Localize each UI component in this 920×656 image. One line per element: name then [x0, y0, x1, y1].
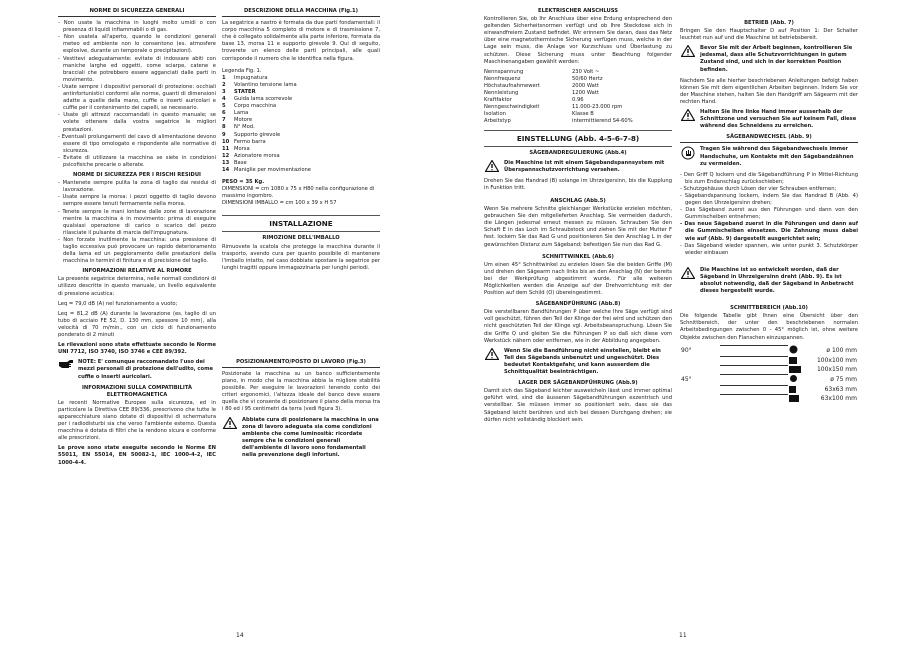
noise-l2: Leq = 81,2 dB (A) durante la lavorazione (es. taglio di un tubo di acciaio FE 52, D. 130 mm, spessore 10 mm), alla velocità di 70 m/min., con un ciclo di funzionamento ponderato di 2 minuti: [58, 310, 216, 339]
table-row: 100x100 mm: [680, 356, 858, 365]
divider: [484, 146, 672, 147]
list-item: 5 Corpo macchina: [222, 103, 277, 110]
noise-note-text: NOTE: E' comunque raccomandato l'uso dei mezzi personali di protezione dell'udito, come cuffie o inserti auricolari.: [78, 359, 213, 380]
safety-general-list: [58, 20, 216, 169]
install-title: INSTALLAZIONE: [269, 219, 333, 229]
fuehrung-title: SÄGEBANDFÜHRUNG (Abb.8): [535, 301, 621, 308]
square-shape-icon: [788, 356, 802, 365]
square-shape-icon: [788, 385, 802, 394]
list-item: - Das Sägeband wieder spannen, wie unter punkt 3. Schutzkörper wieder einbauen: [680, 243, 858, 257]
wechsel-warning: Tragen Sie während des Sägebandwechsels immer Handschuhe, um Kontakte mit den Sägebandzähnen zu vermeiden.: [680, 146, 858, 167]
electric-title: ELEKTRISCHER ANSCHLUSS: [538, 8, 618, 14]
fuehrung-warning: Wenn Sie die Bandführung nicht einstellen, bleibt ein Teil des Sägebands unbenutzt und ungeschützt. Dies bedeutet Kontaktgefahr, und kann ausserdem die Schnittqualität beeinträchtigen.: [484, 348, 672, 376]
warning-triangle-icon: [484, 348, 500, 362]
spec-row: Höchstaufnahmewert 2000 Watt: [484, 82, 599, 89]
adjust-warning: Die Maschine ist mit einem Sägebandspannsystem mit Überspannschutzvorrichtung versehen.: [484, 160, 672, 174]
spec-row: Nennfrequenz 50/60 Hertz: [484, 75, 603, 82]
description-text: La segatrice a nastro è formata da due parti fondamentali: il corpo macchina 5 completo di motore e di trasmissione 7, che è collegato solidalmente alla parte inferiore, formata da base 13, morsa 11 e supporto girevole 9. Qui di seguito, troverete un elenco delle parti principali, alle quali corrisponde il numero che le identifica nella figura.: [222, 20, 380, 62]
list-item: - Usate sempre i dispositivi personali di protezione: occhiali antinfortunistici conformi alle norme, guanti di dimensioni adatte a quelle della mano, cuffie o inserti auricolari e cuffie per il contenimento dei capelli, se necessario.: [58, 84, 216, 112]
emc-text: Le recenti Normative Europee sulla sicurezza, ed in particolare la Direttiva CEE 89/336, prescrivono che tutte le apparecchiature siano dotate di dispositivi di schermatura per i radiodisturbi sia che verso l'ambiente esterno. Questa macchina è dotata di filtri che la rendono sicura e conforme alle prescrizioni.: [58, 399, 216, 442]
list-item: - Vestitevi adeguatamente: evitate di indossare abiti con maniche larghe ed oggetti, come sciarpe, catene e bracciali che potrebbero essere agganciati dalle parti in movimento.: [58, 56, 216, 84]
position-text: Posizionate la macchina su un banco sufficientemente piano, in modo che la macchina abbia la migliore stabilità possibile. Per eseguire le lavorazioni tenendo conto dei criteri ergonomici, l'altezza ideale del banco deve essere quella che vi consente di posizionare il piano della morsa tra i 80 ed i 95 centimetri da terra (vedi figura 3).: [222, 371, 380, 413]
position-warning: Abbiate cura di posizionare la macchina in una zona di lavoro adeguata sia come condizioni ambiente che come luminosità: ricordate sempre che le condizioni generali dell'ambiente di lavoro sono fondamentali nella prevenzione degli infortuni.: [222, 417, 380, 460]
spec-row: Isolation Klasse B: [484, 111, 594, 118]
adjust-title: EINSTELLUNG (Abb. 4-5-6-7-8): [516, 133, 640, 143]
right-col-2: [680, 18, 858, 403]
list-item: 11 Morsa: [222, 145, 250, 152]
list-item: - Mantenete sempre pulita la zona di taglio dai residui di lavorazione.: [58, 180, 216, 194]
betrieb-warning-2: Halten Sie Ihre linke Hand immer ausserhalb der Schnittzone und versuchen Sie auf keinem Fall, diese während des Schneidens zu erreichen.: [680, 109, 858, 130]
page-number-right: 11: [679, 632, 687, 639]
list-item: - Den Griff Q lockern und die Sägebandführung P in Mittel-Richtung bis zum Endanschlag zurückschieben;: [680, 172, 858, 186]
list-item: 6 Lama: [222, 110, 249, 117]
noise-l1: Leq = 79,0 dB (A) nel funzionamento a vuoto;: [58, 300, 178, 307]
betrieb-title: BETRIEB (Abb. 7): [744, 20, 794, 26]
schnitt-title: SCHNITTBEREICH (Abb.10): [730, 305, 808, 312]
list-item: 4 Guida lama scorrevole: [222, 96, 293, 103]
spec-row: Nennspannung 230 Volt ~: [484, 68, 600, 75]
table-row: 63x100 mm: [680, 394, 858, 403]
list-item: 13 Base: [222, 159, 247, 166]
table-row: 45° ø 75 mm: [680, 374, 858, 385]
winkel-text: Um einen 45° Schnittwinkel zu erzielen lösen Sie die beiden Griffe (M) und drehen den Sägearm nach links bis an den Anschlag (N) der bereits bei der Werkprüfung abgestimmt wurde. Für alle weiteren Möglichkeiten werden die Anzeige auf der Drehvorrichtung mit der Position auf dem Schild (O) übereingestimmt.: [484, 261, 672, 297]
betrieb-text: Bringen Sie den Hauptschalter D auf Position 1: Der Schalter leuchtet nun auf und die Maschine ist betriebsbereit.: [680, 28, 858, 42]
warning-triangle-icon: [680, 45, 696, 59]
legend-list: [222, 75, 380, 174]
dimensions: DIMENSIONI = cm 1080 x 75 x H80 nella configurazione di massimo ingombro.: [222, 186, 375, 200]
lager-text: Damit sich das Sägeband leichter ausweicheln lässt und immer optimal geführt wird, sind die äusseren Sägebandführungen exzentrisch und verstellbar. Sie müssen immer so positioniert sein, dass sie das Sägeband leicht berühren und sich bei dessen Durchgang drehen; sie dürfen nicht vollständig blockiert sein.: [484, 388, 672, 423]
warning-triangle-icon: [484, 160, 500, 174]
weight: PESO = 35 Kg.: [222, 179, 265, 186]
dimensions-packing: DIMENSIONI IMBALLO = cm 100 x 39 x H 57: [222, 200, 337, 207]
spec-row: Kraftfaktor 0.96: [484, 97, 584, 104]
left-col-1: [58, 6, 216, 470]
anschlag-title: ANSCHLAG (Abb.5): [550, 197, 606, 204]
emc-bold: Le prove sono state eseguite secondo le Norme EN 55011, EN 55014, EN 50082-1, IEC 1000-4-2, IEC 1000-4-4.: [58, 445, 216, 466]
list-item: 8 N° Mod.: [222, 124, 255, 131]
list-item: 2 Volantino tensione lama: [222, 81, 297, 88]
glove-icon: [680, 146, 696, 160]
betrieb-warning-1: Bevor Sie mit der Arbeit beginnen, kontrollieren Sie jedesmal, dass alle Schutzvorrichtungen in gutem Zustand sind, und sich in der korrekten Position befinden.: [680, 45, 858, 73]
list-item: - Sägebandspannung lockern, indem Sie das Handrad B (Abb. 4) gegen den Uhrzeigersinn drehen;: [680, 193, 858, 207]
left-col-2: [222, 6, 380, 463]
table-row: 63x63 mm: [680, 385, 858, 394]
table-row: 90° ø 100 mm: [680, 345, 858, 356]
list-item: - Usate sempre la morsa: i pezzi oggetto di taglio devono sempre essere tenuti fermamente nella morsa.: [58, 194, 216, 208]
rectangle-shape-icon: [788, 394, 802, 403]
electric-text: Kontrollieren Sie, ob Ihr Anschluss über eine Erdung entsprechend den geltenden Sicherheitsnormen verfügt und ob Ihre Steckdose sich in einwandfreiem Zustand befindet. Wir erinnern Sie daran, dass das Netz über eine magnetothermische Sicherung verfügen muss, welche in der Lage sein muss, die Anlage vor Kurzschluss und Überlastung zu schützen. Diese Sicherung muss unter Beachtung folgender Maschinenangaben gewählt werden:: [484, 16, 672, 65]
list-item: - Das Sägeband zuerst aus den Führungen und dann von den Gummischeiben entnehmen;: [680, 207, 858, 221]
spec-row: Arbeitstyp intermittierend S4-60%: [484, 118, 633, 125]
spec-row: Nenngeschwindigkeit 11.000-23.000 rpm: [484, 104, 623, 111]
list-item: 9 Supporto girevole: [222, 131, 281, 138]
list-item: 14 Maniglie per movimentazione: [222, 166, 311, 173]
list-item: 1 Impugnatura: [222, 74, 268, 81]
list-item: - Non usatela all'aperto, quando le condizioni generali meteo ed ambiente non lo consentono (es. atmosfere esplosive, durante un temporale o precipitazioni).: [58, 34, 216, 55]
page-number-left: 14: [236, 632, 244, 639]
cutting-capacity-table: [680, 345, 858, 404]
adjust-text: Drehen Sie das Handrad (B) solange im Uhrzeigersinn, bis die Kupplung in Funktion tritt.: [484, 177, 672, 191]
emc-title: INFORMAZIONI SULLA COMPATIBILITÀ ELETTROMAGNETICA: [81, 384, 192, 398]
list-item: - Non forzate inutilmente la macchina: una pressione di taglio eccessiva può provocare un rapido deterioramento della lama ed un peggioramento delle prestazioni della macchina in termini di finitura e di precisione del taglio.: [58, 237, 216, 265]
circle-shape-icon: [788, 345, 802, 356]
wechsel-warning-2: Die Maschine ist so entwickelt worden, daß der Sägeband in Uhrzeigersinn dreht (Abb. 9). Es ist absolut notwendig, daß der Sägeband in Anbetracht dieses hergestellt wurde.: [680, 267, 858, 295]
list-item: 7 Motore: [222, 117, 253, 124]
wechsel-list: [680, 172, 858, 257]
legend-title: Legenda Fig. 1.: [222, 67, 262, 74]
list-item: 3 STATER: [222, 88, 256, 95]
list-item: - Das neue Sägeband zuerst in die Führungen und dann auf die Gummischeiben einsetzen. Die Zahnung muss dabei wie auf (Abb. 9) dargestellt ausgerichtet sein;: [680, 221, 858, 242]
right-col-1: [484, 6, 672, 427]
winkel-title: SCHNITTWINKEL (Abb.6): [542, 253, 614, 260]
spec-table: [484, 69, 672, 126]
position-title: POSIZIONAMENTO/POSTO DI LAVORO (Fig.3): [222, 359, 380, 368]
adjust-subtitle: SÄGEBANDREGULIERUNG (Abb.4): [529, 149, 627, 156]
anschlag-text: Wenn Sie mehrere Schnitte gleichlanger Werkstücke erzielen möchten, gebrauchen Sie den mitgelieferten Anschlag. Sie vermeiden dadurch, die Längen jedesmal erneut messen zu müssen. Schrauben Sie den Schaft E in das Loch im Schraubstock und ziehen Sie mit der Mutter F fest. lockern Sie das Rad G und positionieren Sie den Anschlag L in der gewünschten Distanz zum Sägeband; befestigen Sie nun das Rad G.: [484, 206, 672, 248]
lager-title: LAGER DER SÄGEBANDFÜHRUNG (Abb.9): [518, 380, 638, 387]
circle-shape-icon: [788, 374, 802, 385]
warning-triangle-icon: [222, 417, 238, 431]
warning-triangle-icon: [680, 109, 696, 123]
fuehrung-text: Die verstellbaren Bandführungen P über welche Ihre Säge verfügt sind voll geschützt, führen den Teil der Klinge der frei wird und schützen den nicht geschützten Teil der Klinge vgl. Arbeitsbeanspruchung. Lösen Sie die Griffe Q und gleiten Sie die Führungen P so daß sich diese vom Werkstück nähern oder entfernen, wie in der Abbildung angegeben.: [484, 309, 672, 344]
divider: [222, 231, 380, 232]
noise-bold: Le rilevazioni sono state effettuate secondo le Norme UNI 7712, ISO 3740, ISO 3746 e CEE 89/392.: [58, 342, 216, 356]
rectangle-shape-icon: [788, 365, 802, 374]
safety-risks-list: [58, 180, 216, 265]
spec-row: Nennleistung 1200 Watt: [484, 90, 599, 97]
betrieb-text-2: Nachdem Sie alle hierher beschriebenen Anleitungen befolgt haben können Sie mit dem eigentlichen Arbeiten beginnen. Indem Sie vor der Maschine stehen, halten Sie den Handgriff am Sägearm mit der rechten Hand.: [680, 77, 858, 105]
divider: [484, 130, 672, 131]
noise-note: [58, 359, 216, 380]
install-text: Rimuovete la scatola che protegge la macchina durante il trasporto, avendo cura per quanto possibile di mantenere l'imballo intatto, nel caso dobbiate spostare la segatrice per lunghi tragitti oppure immagazzinarla per lunghi periodi.: [222, 243, 380, 271]
pointing-hand-icon: [58, 359, 74, 373]
description-title: DESCRIZIONE DELLA MACCHINA (Fig.1): [222, 8, 380, 17]
safety-risks-title: NORME DI SICUREZZA PER I RISCHI RESIDUI: [73, 172, 201, 179]
noise-intro: La presente segatrice determina, nelle normali condizioni di utilizzo descritte in questo manuale, un livello equivalente di pressione acustica:: [58, 276, 216, 297]
noise-title: INFORMAZIONI RELATIVE AL RUMORE: [82, 268, 192, 275]
install-subtitle: RIMOZIONE DELL'IMBALLO: [262, 235, 340, 242]
list-item: - Usate gli attrezzi raccomandati in questo manuale; se volete ottenere dalla vostra segatrice le migliori prestazioni.: [58, 112, 216, 133]
list-item: - Evitate di utilizzare la macchina se siete in condizioni psicofisiche precarie o alterate.: [58, 155, 216, 169]
list-item: - Tenete sempre le mani lontane dalle zone di lavorazione mentre la macchina è in movimento: prima di eseguire qualsiasi operazione di carico o scarico del pezzo rilasciate il pulsante di marcia dell'impugnatura.: [58, 209, 216, 237]
list-item: - Non usate la macchina in luoghi molto umidi o con presenza di liquidi infiammabili o di gas.: [58, 20, 216, 34]
list-item: 10 Fermo barra: [222, 138, 266, 145]
wechsel-title: SÄGEBANDWECHSEL (Abb. 9): [680, 134, 858, 143]
list-item: - Schutzgehäuse durch Lösen der vier Schrauben entfernen;: [680, 186, 858, 193]
divider: [222, 215, 380, 216]
schnitt-text: Die folgende Tabelle gibt Ihnen eine Übersicht über den Schnittbereich, der unter den beschriebenen normalen Arbeitsbedingungen zwischen 0 - 45° möglich ist, ohne weitere Objekte zwischen den Flanschen einzuspannen.: [680, 313, 858, 341]
table-row: 100x150 mm: [680, 365, 858, 374]
list-item: 12 Azionatore morsa: [222, 152, 280, 159]
warning-triangle-icon: [680, 267, 696, 281]
list-item: - Eventuali prolungamenti del cavo di alimentazione devono essere di tipo omologato e rispondente alle normative di sicurezza.: [58, 134, 216, 155]
safety-general-title: NORME DI SICUREZZA GENERALI: [58, 8, 216, 17]
spacer: [222, 275, 380, 357]
